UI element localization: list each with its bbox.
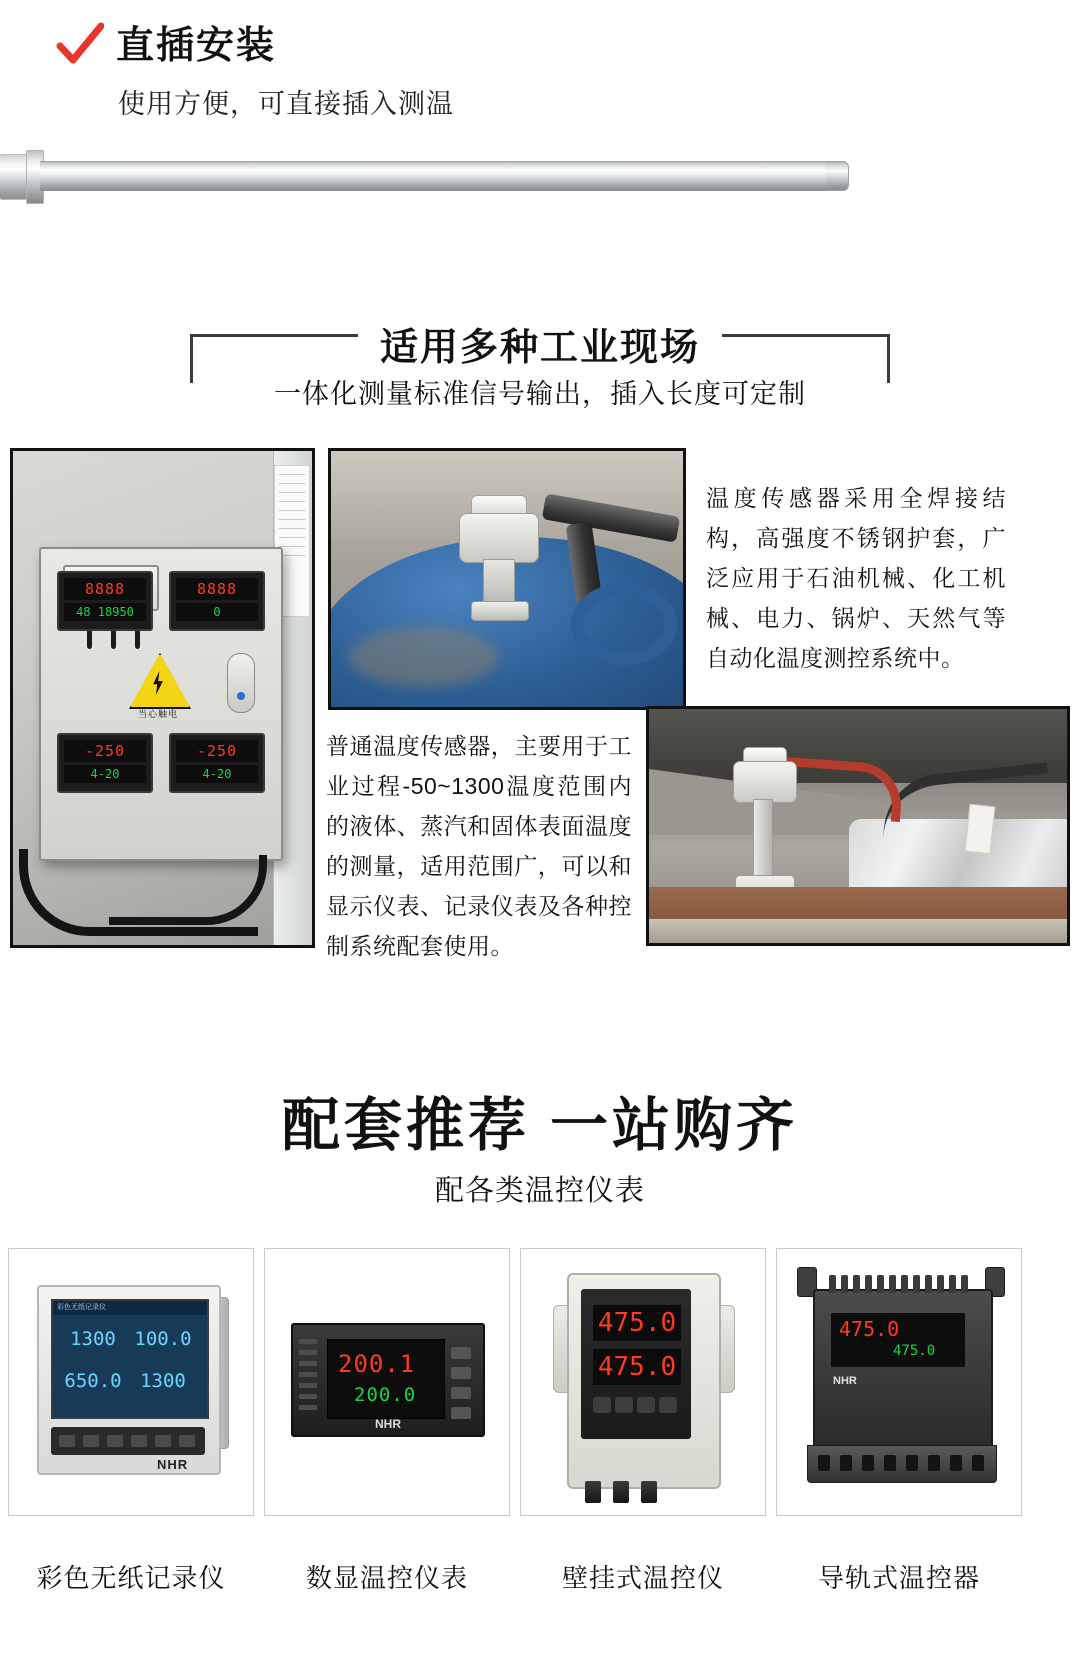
controller-pv-display: 200.1 xyxy=(338,1350,416,1378)
sensor-flange xyxy=(471,601,529,621)
recorder-value-1: 1300 xyxy=(70,1328,116,1350)
paragraph-right: 温度传感器采用全焊接结构，高强度不锈钢护套，广泛应用于石油机械、化工机械、电力、锅炉、天然气等自动化温度测控系统中。 xyxy=(706,485,1006,671)
duct-sensor-photo xyxy=(646,706,1070,946)
recorder-value-4: 1300 xyxy=(140,1370,186,1392)
din-controller-screen xyxy=(831,1313,965,1367)
din-brand-logo: NHR xyxy=(833,1375,857,1387)
meter-upper-display: 8888 xyxy=(176,578,258,600)
din-sv-display: 475.0 xyxy=(893,1343,936,1359)
panel-meter-top-left xyxy=(57,571,153,631)
section1-title: 直插安装 xyxy=(116,25,277,67)
product-caption-3: 壁挂式温控仪 xyxy=(561,1563,724,1593)
product-card-paperless-recorder[interactable] xyxy=(8,1248,254,1516)
din-controller-body xyxy=(813,1289,993,1453)
recorder-value-2: 100.0 xyxy=(134,1328,192,1350)
blue-tank-sensor-photo xyxy=(328,448,686,710)
product-caption-2: 数显温控仪表 xyxy=(305,1563,468,1593)
controller-indicator-leds xyxy=(299,1339,323,1413)
tank-flange-ring xyxy=(571,583,677,665)
section2-title: 适用多种工业现场 xyxy=(379,327,700,369)
control-cabinet-photo xyxy=(10,448,315,948)
probe-tip xyxy=(826,161,849,191)
wall-controller-sv-display: 475.0 xyxy=(593,1349,681,1385)
tank-wear-patch xyxy=(349,627,499,687)
section4-title: 配套推荐 一站购齐 xyxy=(281,1093,799,1158)
cable-glands xyxy=(585,1481,669,1508)
panel-meter-bottom-right xyxy=(169,733,265,793)
section2-subtitle: 一体化测量标准信号输出，插入长度可定制 xyxy=(274,379,806,409)
product-caption-4: 导轨式温控器 xyxy=(817,1563,980,1593)
sensor-head xyxy=(733,761,797,803)
meter-lower-display: 0 xyxy=(176,603,258,621)
wall-controller-body xyxy=(567,1273,721,1489)
din-terminal-block xyxy=(807,1445,997,1483)
product-caption-1: 彩色无纸记录仪 xyxy=(36,1563,226,1593)
meter-upper-display: -250 xyxy=(64,740,146,762)
meter-lower-display: 4-20 xyxy=(176,765,258,783)
recorder-screen-header: 彩色无纸记录仪 xyxy=(53,1301,207,1315)
recorder-keypad[interactable] xyxy=(51,1427,205,1455)
temperature-probe-photo xyxy=(0,140,1080,210)
hanging-tag xyxy=(965,804,996,854)
check-mark-icon xyxy=(56,22,104,70)
section4-subtitle: 配各类温控仪表 xyxy=(434,1175,645,1207)
meter-upper-display: -250 xyxy=(176,740,258,762)
electric-shock-warning-icon xyxy=(129,653,191,709)
recorder-value-3: 650.0 xyxy=(64,1370,122,1392)
section-direct-insert xyxy=(0,0,1080,280)
product-card-wall-mount-controller[interactable] xyxy=(520,1248,766,1516)
meter-lower-display: 48 18950 xyxy=(64,603,146,621)
wall-controller-keypad[interactable] xyxy=(593,1397,681,1418)
meter-upper-display: 8888 xyxy=(64,578,146,600)
sensor-rod xyxy=(753,799,773,881)
controller-brand-logo: NHR xyxy=(375,1417,401,1431)
sensor-neck xyxy=(483,559,515,607)
cabinet-push-button xyxy=(227,653,255,713)
din-vent-fins xyxy=(829,1275,973,1298)
warning-label-text: 当心触电 xyxy=(137,709,178,719)
photo-collage xyxy=(0,448,1080,1008)
floor-strip xyxy=(649,919,1067,943)
section1-subtitle: 使用方便，可直接插入测温 xyxy=(118,89,454,119)
product-card-din-rail-controller[interactable] xyxy=(776,1248,1022,1516)
paragraph-middle: 普通温度传感器，主要用于工业过程-50~1300温度范围内的液体、蒸汽和固体表面温度的测量，适用范围广，可以和显示仪表、记录仪表及各种控制系统配套使用。 xyxy=(326,733,632,959)
controller-sv-display: 200.0 xyxy=(354,1384,417,1406)
meter-lower-display: 4-20 xyxy=(64,765,146,783)
wall-controller-face xyxy=(581,1289,691,1439)
controller-body xyxy=(291,1323,485,1437)
probe-rod xyxy=(40,161,830,191)
controller-buttons[interactable] xyxy=(451,1347,475,1427)
panel-meter-bottom-left xyxy=(57,733,153,793)
wall-controller-pv-display: 475.0 xyxy=(593,1305,681,1341)
section-industrial-sites xyxy=(0,300,1080,430)
recorder-screen xyxy=(51,1299,209,1419)
din-pv-display: 475.0 xyxy=(839,1317,900,1341)
cabinet-panel xyxy=(39,547,283,861)
panel-meter-top-right xyxy=(169,571,265,631)
recorder-brand-logo: NHR xyxy=(157,1457,189,1472)
product-card-digital-controller[interactable] xyxy=(264,1248,510,1516)
sensor-head xyxy=(459,513,539,563)
product-grid xyxy=(0,1248,1080,1548)
controller-screen xyxy=(327,1339,445,1419)
recorder-body xyxy=(37,1285,221,1475)
